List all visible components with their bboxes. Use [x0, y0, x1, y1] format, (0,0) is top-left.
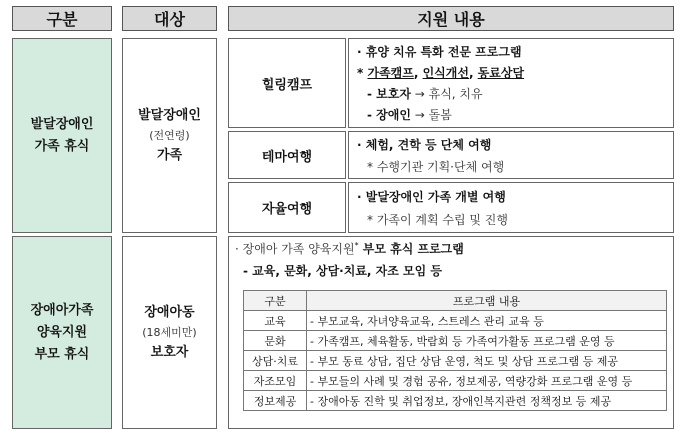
program-detail-free-travel	[348, 182, 674, 233]
table-row-content: - 부모교육, 자녀양육교육, 스트레스 관리 교육 등	[307, 311, 667, 331]
table-row-content: - 부모 동료 상담, 집단 상담 운영, 척도 및 상담 프로그램 등 제공	[307, 351, 667, 371]
section1-target-line1: 발달장애인	[138, 107, 201, 123]
healing-line2	[357, 64, 524, 81]
section1-category-line1: 발달장애인	[30, 116, 94, 132]
healing-line4-label: - 장애인	[367, 108, 411, 122]
program-table-header	[244, 291, 667, 311]
healing-peer-counsel: 동료상담	[477, 66, 525, 80]
theme-line2: * 수행기관 기획·단체 여행	[367, 160, 505, 174]
section2-intro1-a: · 장애아 가족 양육지원	[235, 242, 355, 256]
header-support: 지원 내용	[228, 6, 674, 31]
table-row	[244, 311, 667, 331]
section2-intro2: - 교육, 문화, 상담·치료, 자조 모임 등	[243, 264, 442, 278]
table-row-type: 교육	[244, 311, 307, 331]
free-line2: * 가족이 계획 수립 및 진행	[367, 213, 508, 227]
section1-target	[122, 38, 217, 233]
table-row-content: - 장애아동 진학 및 취업정보, 장애인복지관련 정책정보 등 제공	[307, 391, 667, 411]
section2-category-line3: 부모 휴식	[34, 346, 90, 362]
table-row	[244, 391, 667, 411]
section2-intro1	[235, 240, 464, 257]
header-target: 대상	[122, 6, 217, 31]
section2-target	[122, 236, 217, 429]
section2-intro1-b: 부모 휴식 프로그램	[358, 242, 464, 256]
theme-line1: · 체험, 견학 등 단체 여행	[357, 138, 492, 152]
section2-category-line2: 양육지원	[36, 324, 88, 340]
program-table-header-type: 구분	[244, 291, 307, 311]
table-row-type: 자조모임	[244, 371, 307, 391]
section2-intro1-sup: *	[354, 241, 359, 250]
table-row-content: - 가족캠프, 체육활동, 박람회 등 가족여가활동 프로그램 운영 등	[307, 331, 667, 351]
table-row-type: 문화	[244, 331, 307, 351]
healing-awareness: 인식개선	[422, 66, 469, 80]
healing-sep2: ,	[468, 66, 478, 80]
table-row	[244, 371, 667, 391]
healing-line4-text: → 돌봄	[410, 108, 452, 122]
section2-category-line1: 장애아가족	[30, 302, 94, 318]
table-row	[244, 331, 667, 351]
healing-line4	[367, 106, 452, 123]
table-row	[244, 351, 667, 371]
section2-category	[12, 236, 112, 429]
healing-line3-label: - 보호자	[367, 87, 411, 101]
program-table-header-content: 프로그램 내용	[307, 291, 667, 311]
free-line1: · 발달장애인 가족 개별 여행	[357, 190, 506, 204]
section1-category	[12, 38, 112, 233]
section2-target-line3: 보호자	[150, 344, 189, 360]
section2-target-line2: (18세미만)	[142, 325, 197, 339]
table-row-content: - 부모들의 사례 및 경험 공유, 정보제공, 역량강화 프로그램 운영 등	[307, 371, 667, 391]
healing-line3	[367, 85, 483, 102]
program-table	[243, 290, 667, 411]
healing-line1: · 휴양 치유 특화 전문 프로그램	[357, 45, 522, 59]
healing-line3-text: → 휴식, 치유	[410, 87, 483, 101]
table-row-type: 정보제공	[244, 391, 307, 411]
healing-line2-prefix: *	[357, 66, 368, 80]
section1-category-line2: 가족 휴식	[34, 138, 90, 154]
program-name-healing-camp: 힐링캠프	[228, 38, 346, 128]
section1-target-line2: (전연령)	[149, 128, 190, 142]
program-detail-healing-camp	[348, 38, 674, 128]
section2-target-line1: 장애아동	[144, 304, 195, 320]
program-detail-theme-travel	[348, 131, 674, 179]
healing-sep1: ,	[413, 66, 423, 80]
program-name-theme-travel: 테마여행	[228, 131, 346, 179]
header-category: 구분	[12, 6, 112, 31]
program-name-free-travel: 자율여행	[228, 182, 346, 233]
healing-family-camp: 가족캠프	[367, 66, 414, 80]
section1-target-line3: 가족	[156, 147, 183, 163]
table-row-type: 상담·치료	[244, 351, 307, 371]
